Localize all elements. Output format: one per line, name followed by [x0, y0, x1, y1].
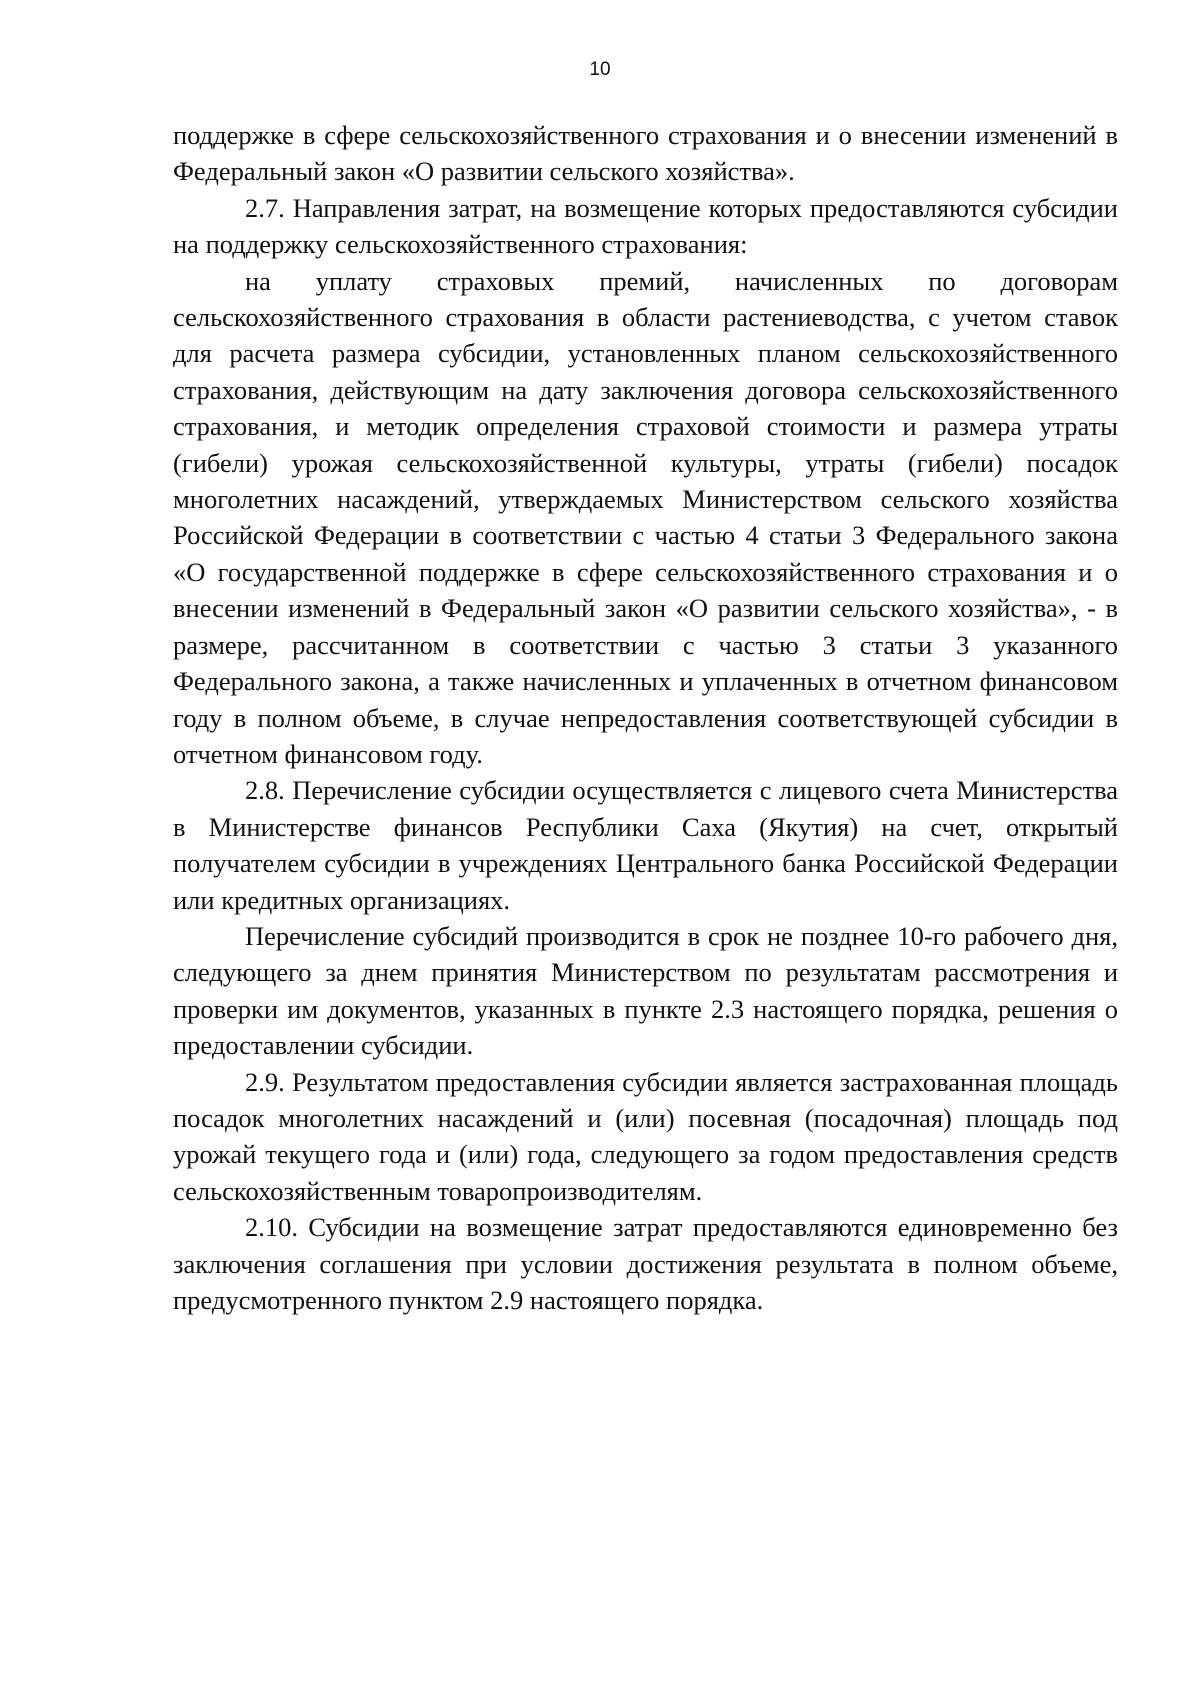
paragraph-2-10: 2.10. Субсидии на возмещение затрат предоставляются единовременно без заключения соглашения при условии достижения результата в полном объеме, предусмотренного пунктом 2.9 настоящего порядка.: [173, 1212, 1118, 1315]
document-body: [173, 117, 1118, 1318]
paragraph-2-9: 2.9. Результатом предоставления субсидии является застрахованная площадь посадок многолетних насаждений и (или) посевная (посадочная) площадь под урожай текущего года и (или) года, следующего за годом предоставления средств сельскохозяйственным товаропроизводителям.: [173, 1066, 1118, 1206]
page-number: 10: [589, 59, 611, 80]
paragraph-2-7-insurance-premiums: на уплату страховых премий, начисленных по договорам сельскохозяйственного страхования в области растениеводства, с учетом ставок для расчета размера субсидии, установленных планом сельскохозяйственного страхования, действующим на дату заключения договора сельскохозяйственного страхования, и методик определения страховой стоимости и размера утраты (гибели) урожая сельскохозяйственной культуры, утраты (гибели) посадок многолетних насаждений, утверждаемых Министерством сельского хозяйства Российской Федерации в соответствии с частью 4 статьи 3 Федерального закона «О государственной поддержке в сфере сельскохозяйственного страхования и о внесении изменений в Федеральный закон «О развитии сельского хозяйства», - в размере, рассчитанном в соответствии с частью 3 статьи 3 указанного Федерального закона, а также начисленных и уплаченных в отчетном финансовом году в полном объеме, в случае непредоставления соответствующей субсидии в отчетном финансовом году.: [173, 265, 1118, 769]
paragraph-2-8-transfer-deadline: Перечисление субсидий производится в срок не позднее 10-го рабочего дня, следующего за днем принятия Министерством по результатам рассмотрения и проверки им документов, указанных в пункте 2.3 настоящего порядка, решения о предоставлении субсидии.: [173, 920, 1118, 1061]
paragraph-2-7: 2.7. Направления затрат, на возмещение которых предоставляются субсидии на поддержку сельскохозяйственного страхования:: [173, 192, 1118, 260]
paragraph-continuation: поддержке в сфере сельскохозяйственного страхования и о внесении изменений в Федеральный закон «О развитии сельского хозяйства».: [173, 120, 1118, 187]
paragraph-2-8: 2.8. Перечисление субсидии осуществляется с лицевого счета Министерства в Министерстве финансов Республики Саха (Якутия) на счет, открытый получателем субсидии в учреждениях Центрального банка Российской Федерации или кредитных организациях.: [173, 775, 1118, 915]
